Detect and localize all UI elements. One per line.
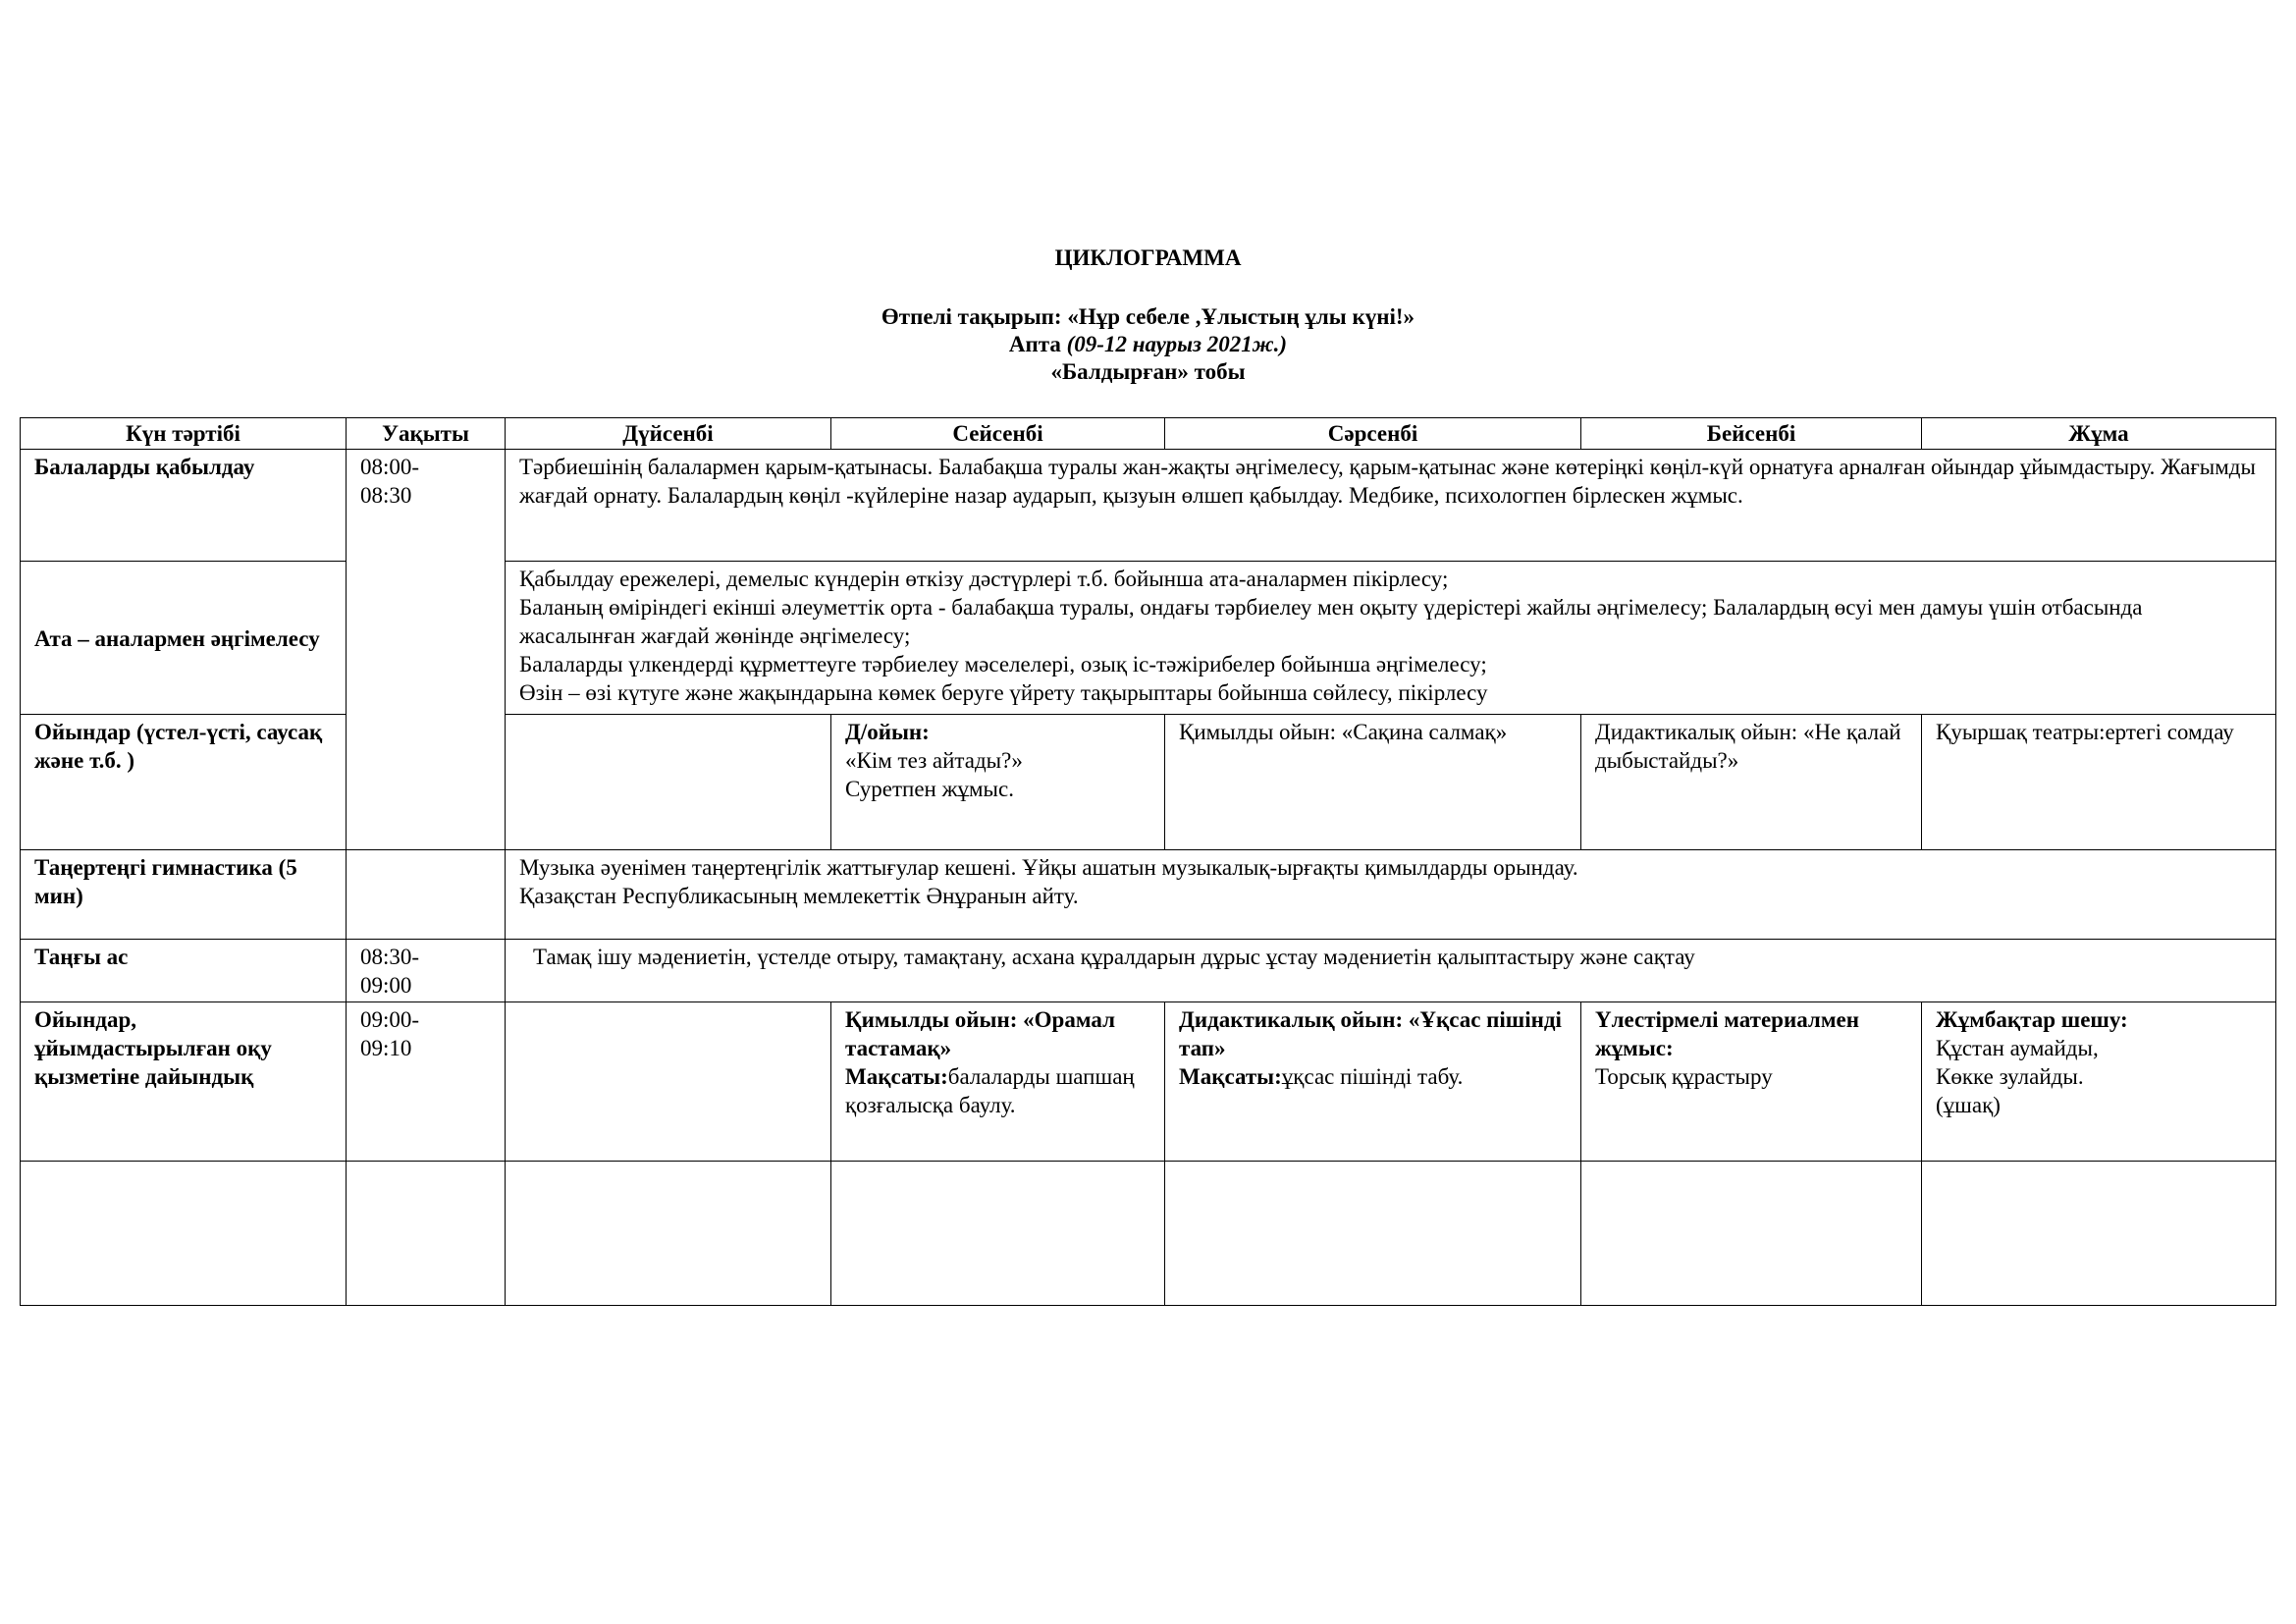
breakfast-time bbox=[347, 940, 506, 1002]
col-header-thursday: Бейсенбі bbox=[1581, 418, 1922, 450]
gym-line: Музыка әуенімен таңертеңгілік жаттығулар кешені. Ұйқы ашатын музыкалық-ырғақты қимылдарды орындау. bbox=[519, 855, 1578, 880]
table-row bbox=[21, 850, 2276, 940]
parents-content bbox=[506, 562, 2276, 715]
prep-monday bbox=[506, 1002, 831, 1162]
table-header-row bbox=[21, 418, 2276, 450]
prep-friday-title: Жұмбақтар шешу: bbox=[1936, 1007, 2128, 1032]
time-start: 09:00- bbox=[360, 1007, 420, 1032]
schedule-table bbox=[20, 417, 2276, 1306]
goal-text: балаларды шапшаң қозғалысқа баулу. bbox=[845, 1064, 1135, 1117]
parents-line: Баланың өміріндегі екінші әлеуметтік орта - балабақша туралы, ондағы тәрбиелеу мен оқыту үдерістері жайлы әңгімелесу; Балалардың өсуі мен дамуы үшін отбасында жасалынған жағдай жөнінде әңгімелесу; bbox=[519, 595, 2143, 648]
time-end: 08:30 bbox=[360, 483, 412, 508]
prep-thursday bbox=[1581, 1002, 1922, 1162]
col-header-friday: Жұма bbox=[1922, 418, 2276, 450]
reception-time-cell bbox=[347, 450, 506, 850]
table-row-empty bbox=[21, 1162, 2276, 1306]
prep-wednesday-title: Дидактикалық ойын: «Ұқсас пішінді тап» bbox=[1179, 1007, 1562, 1060]
goal-label: Мақсаты: bbox=[1179, 1064, 1282, 1089]
gym-time bbox=[347, 850, 506, 940]
empty-cell bbox=[1922, 1162, 2276, 1306]
games-wednesday: Қимылды ойын: «Сақина салмақ» bbox=[1165, 715, 1581, 850]
table-row bbox=[21, 940, 2276, 1002]
row-label-breakfast: Таңғы ас bbox=[21, 940, 347, 1002]
parents-line: Балаларды үлкендерді құрметтеуге тәрбиелеу мәселелері, озық іс-тәжірибелер бойынша әңгімелесу; bbox=[519, 652, 1487, 677]
col-header-wednesday: Сәрсенбі bbox=[1165, 418, 1581, 450]
empty-cell bbox=[1581, 1162, 1922, 1306]
empty-cell bbox=[506, 1162, 831, 1306]
riddle-line: Көкке зулайды. bbox=[1936, 1064, 2084, 1089]
parents-line: Қабылдау ережелері, демелыс күндерін өткізу дәстүрлері т.б. бойынша ата-аналармен пікірлесу; bbox=[519, 567, 1449, 591]
empty-cell bbox=[21, 1162, 347, 1306]
games-tuesday-line: «Кім тез айтады?» bbox=[845, 748, 1023, 773]
games-tuesday-title: Д/ойын: bbox=[845, 720, 930, 744]
time-start: 08:30- bbox=[360, 945, 420, 969]
goal-text: ұқсас пішінді табу. bbox=[1281, 1064, 1464, 1089]
prep-time bbox=[347, 1002, 506, 1162]
riddle-line: Құстан аумайды, bbox=[1936, 1036, 2099, 1060]
col-header-time: Уақыты bbox=[347, 418, 506, 450]
breakfast-content: Тамақ ішу мәдениетін, үстелде отыру, тамақтану, асхана құралдарын дұрыс ұстау мәдениетін қалыптастыру және сақтау bbox=[506, 940, 2276, 1002]
row-label-reception: Балаларды қабылдау bbox=[21, 450, 347, 562]
col-header-tuesday: Сейсенбі bbox=[831, 418, 1165, 450]
gym-content bbox=[506, 850, 2276, 940]
prep-tuesday-title: Қимылды ойын: «Орамал тастамақ» bbox=[845, 1007, 1115, 1060]
prep-friday bbox=[1922, 1002, 2276, 1162]
row-label-parents: Ата – аналармен әңгімелесу bbox=[21, 562, 347, 715]
table-row bbox=[21, 450, 2276, 562]
reception-content: Тәрбиешінің балалармен қарым-қатынасы. Балабақша туралы жан-жақты әңгімелесу, қарым-қатынас және көтеріңкі көңіл-күй орнатуға арналған ойындар ұйымдастыру. Жағымды жағдай орнату. Балалардың көңіл -күйлеріне назар аударып, қызуын өлшеп қабылдау. Медбике, психологпен бірлескен жұмыс. bbox=[506, 450, 2276, 562]
col-header-routine: Күн тәртібі bbox=[21, 418, 347, 450]
theme-title: Өтпелі тақырып: «Нұр себеле ,Ұлыстың ұлы күні!» bbox=[881, 304, 1415, 329]
games-tuesday bbox=[831, 715, 1165, 850]
week-line bbox=[0, 332, 2296, 357]
games-monday bbox=[506, 715, 831, 850]
prep-wednesday-goal bbox=[1179, 1064, 1463, 1089]
row-label-gym: Таңертеңгі гимнастика (5 мин) bbox=[21, 850, 347, 940]
empty-cell bbox=[347, 1162, 506, 1306]
week-dates: (09-12 наурыз 2021ж.) bbox=[1066, 332, 1288, 356]
row-label-prep: Ойындар, ұйымдастырылған оқу қызметіне дайындық bbox=[21, 1002, 347, 1162]
prep-tuesday-goal bbox=[845, 1064, 1135, 1117]
time-end: 09:00 bbox=[360, 973, 412, 998]
goal-label: Мақсаты: bbox=[845, 1064, 948, 1089]
week-label: Апта bbox=[1008, 332, 1061, 356]
games-tuesday-line: Суретпен жұмыс. bbox=[845, 777, 1014, 801]
time-end: 09:10 bbox=[360, 1036, 412, 1060]
prep-tuesday bbox=[831, 1002, 1165, 1162]
riddle-line: (ұшақ) bbox=[1936, 1093, 2001, 1117]
col-header-monday: Дүйсенбі bbox=[506, 418, 831, 450]
empty-cell bbox=[831, 1162, 1165, 1306]
prep-thursday-title: Үлестірмелі материалмен жұмыс: bbox=[1595, 1007, 1859, 1060]
table-row bbox=[21, 1002, 2276, 1162]
parents-line: Өзін – өзі күтуге және жақындарына көмек беруге үйрету тақырыптары бойынша сөйлесу, пікірлесу bbox=[519, 680, 1488, 705]
row-label-games: Ойындар (үстел-үсті, саусақ және т.б. ) bbox=[21, 715, 347, 850]
empty-cell bbox=[1165, 1162, 1581, 1306]
prep-wednesday bbox=[1165, 1002, 1581, 1162]
time-start: 08:00- bbox=[360, 455, 420, 479]
page-title: ЦИКЛОГРАММА bbox=[1054, 245, 1242, 270]
prep-thursday-text: Торсық құрастыру bbox=[1595, 1064, 1773, 1089]
games-thursday: Дидактикалық ойын: «Не қалай дыбыстайды?» bbox=[1581, 715, 1922, 850]
gym-line: Қазақстан Республикасының мемлекеттік Әнұранын айту. bbox=[519, 884, 1079, 908]
group-name: «Балдырған» тобы bbox=[1050, 359, 1246, 384]
games-friday: Қуыршақ театры:ертегі сомдау bbox=[1922, 715, 2276, 850]
